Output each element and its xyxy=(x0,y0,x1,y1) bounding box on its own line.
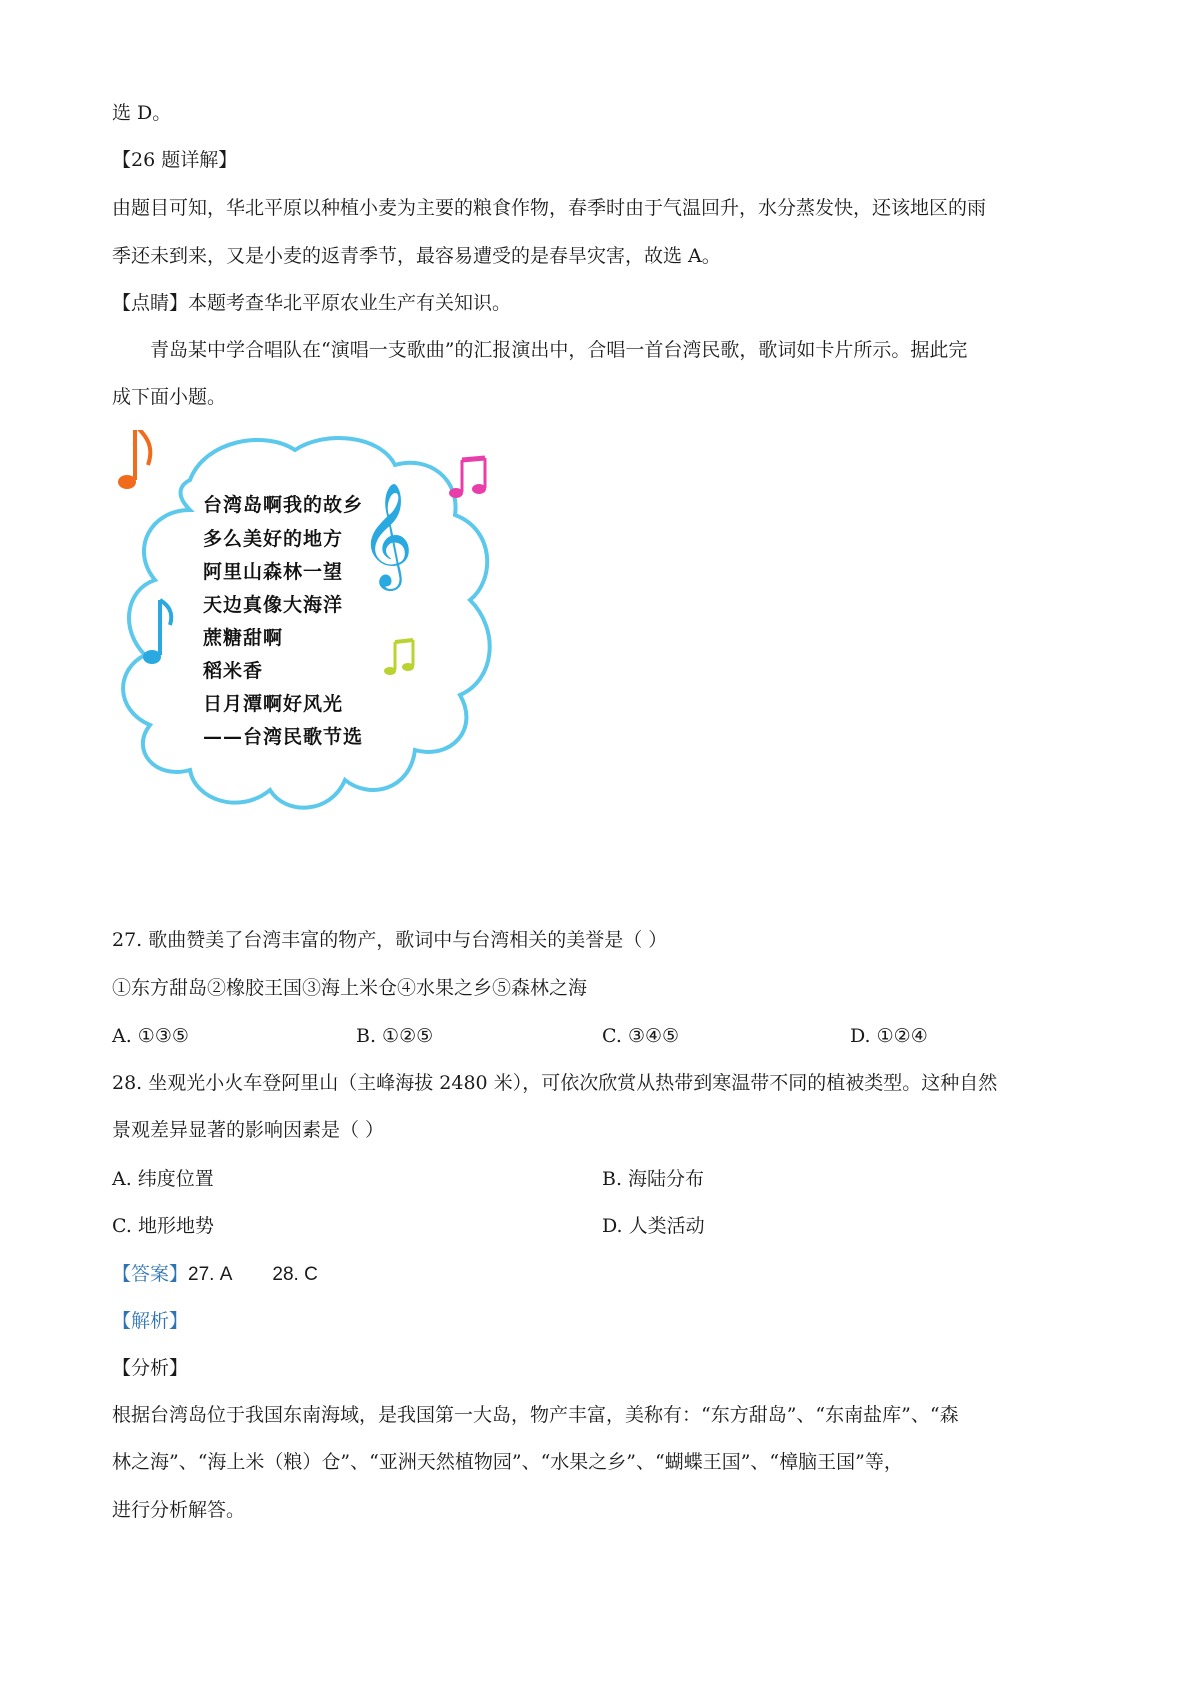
lyric-line: 多么美好的地方 xyxy=(203,528,344,550)
question-27-option-b: B. ①②⑤ xyxy=(356,1025,434,1047)
lyric-line: ——台湾民歌节选 xyxy=(203,726,364,748)
analysis-line: 林之海”、“海上米（粮）仓”、“亚洲天然植物园”、“水果之乡”、“蝴蝶王国”、“樟脑王国”等， xyxy=(112,1451,903,1473)
answer-28: 28. C xyxy=(272,1264,318,1285)
question-27-option-d: D. ①②④ xyxy=(850,1025,928,1047)
lyric-line: 稻米香 xyxy=(203,660,264,682)
fenxi-heading: 【分析】 xyxy=(112,1357,189,1379)
text-line-answer-d: 选 D。 xyxy=(112,102,172,124)
paragraph-line: 季还未到来，又是小麦的返青季节，最容易遭受的是春旱灾害，故选 A。 xyxy=(112,245,721,267)
question-28-stem-line: 28. 坐观光小火车登阿里山（主峰海拔 2480 米），可依次欣赏从热带到寒温带不同的植被类型。这种自然 xyxy=(112,1072,998,1094)
question-28-stem-line: 景观差异显著的影响因素是（ ） xyxy=(112,1119,385,1141)
treble-clef-icon: 𝄞 xyxy=(360,482,414,587)
analysis-line: 进行分析解答。 xyxy=(112,1499,246,1521)
pink-beamed-notes-icon xyxy=(449,458,486,498)
question-27-option-a: A. ①③⑤ xyxy=(112,1025,189,1047)
answer-27: 27. A xyxy=(188,1264,233,1285)
orange-music-note-icon xyxy=(118,430,150,489)
answer-tag: 【答案】 xyxy=(112,1263,189,1285)
section-heading-dianjing: 【点睛】本题考查华北平原农业生产有关知识。 xyxy=(112,292,512,314)
intro-paragraph-line: 青岛某中学合唱队在“演唱一支歌曲”的汇报演出中，合唱一首台湾民歌，歌词如卡片所示。据此完 xyxy=(150,339,968,361)
question-28-option-c: C. 地形地势 xyxy=(112,1215,214,1237)
lyric-line: 天边真像大海洋 xyxy=(203,594,344,616)
question-28-option-d: D. 人类活动 xyxy=(602,1215,705,1237)
lyric-line: 日月潭啊好风光 xyxy=(203,693,344,715)
lyric-line: 蔗糖甜啊 xyxy=(203,627,284,649)
paragraph-line: 由题目可知，华北平原以种植小麦为主要的粮食作物，春季时由于气温回升，水分蒸发快，还该地区的雨 xyxy=(112,197,987,219)
analysis-tag: 【解析】 xyxy=(112,1310,189,1332)
question-28-option-a: A. 纬度位置 xyxy=(112,1168,214,1190)
section-heading-26-explanation: 【26 题详解】 xyxy=(112,149,238,171)
question-27-items: ①东方甜岛②橡胶王国③海上米仓④水果之乡⑤森林之海 xyxy=(112,977,588,999)
lyric-line: 阿里山森林一望 xyxy=(203,561,344,583)
lyric-line: 台湾岛啊我的故乡 xyxy=(203,494,364,516)
intro-paragraph-line: 成下面小题。 xyxy=(112,386,227,408)
question-28-option-b: B. 海陆分布 xyxy=(602,1168,705,1190)
answer-row xyxy=(112,1261,318,1288)
analysis-line: 根据台湾岛位于我国东南海域，是我国第一大岛，物产丰富，美称有：“东方甜岛”、“东南盐库”、“森 xyxy=(112,1404,959,1426)
question-27-stem: 27. 歌曲赞美了台湾丰富的物产，歌词中与台湾相关的美誉是（ ） xyxy=(112,929,668,951)
question-27-option-c: C. ③④⑤ xyxy=(602,1025,680,1047)
